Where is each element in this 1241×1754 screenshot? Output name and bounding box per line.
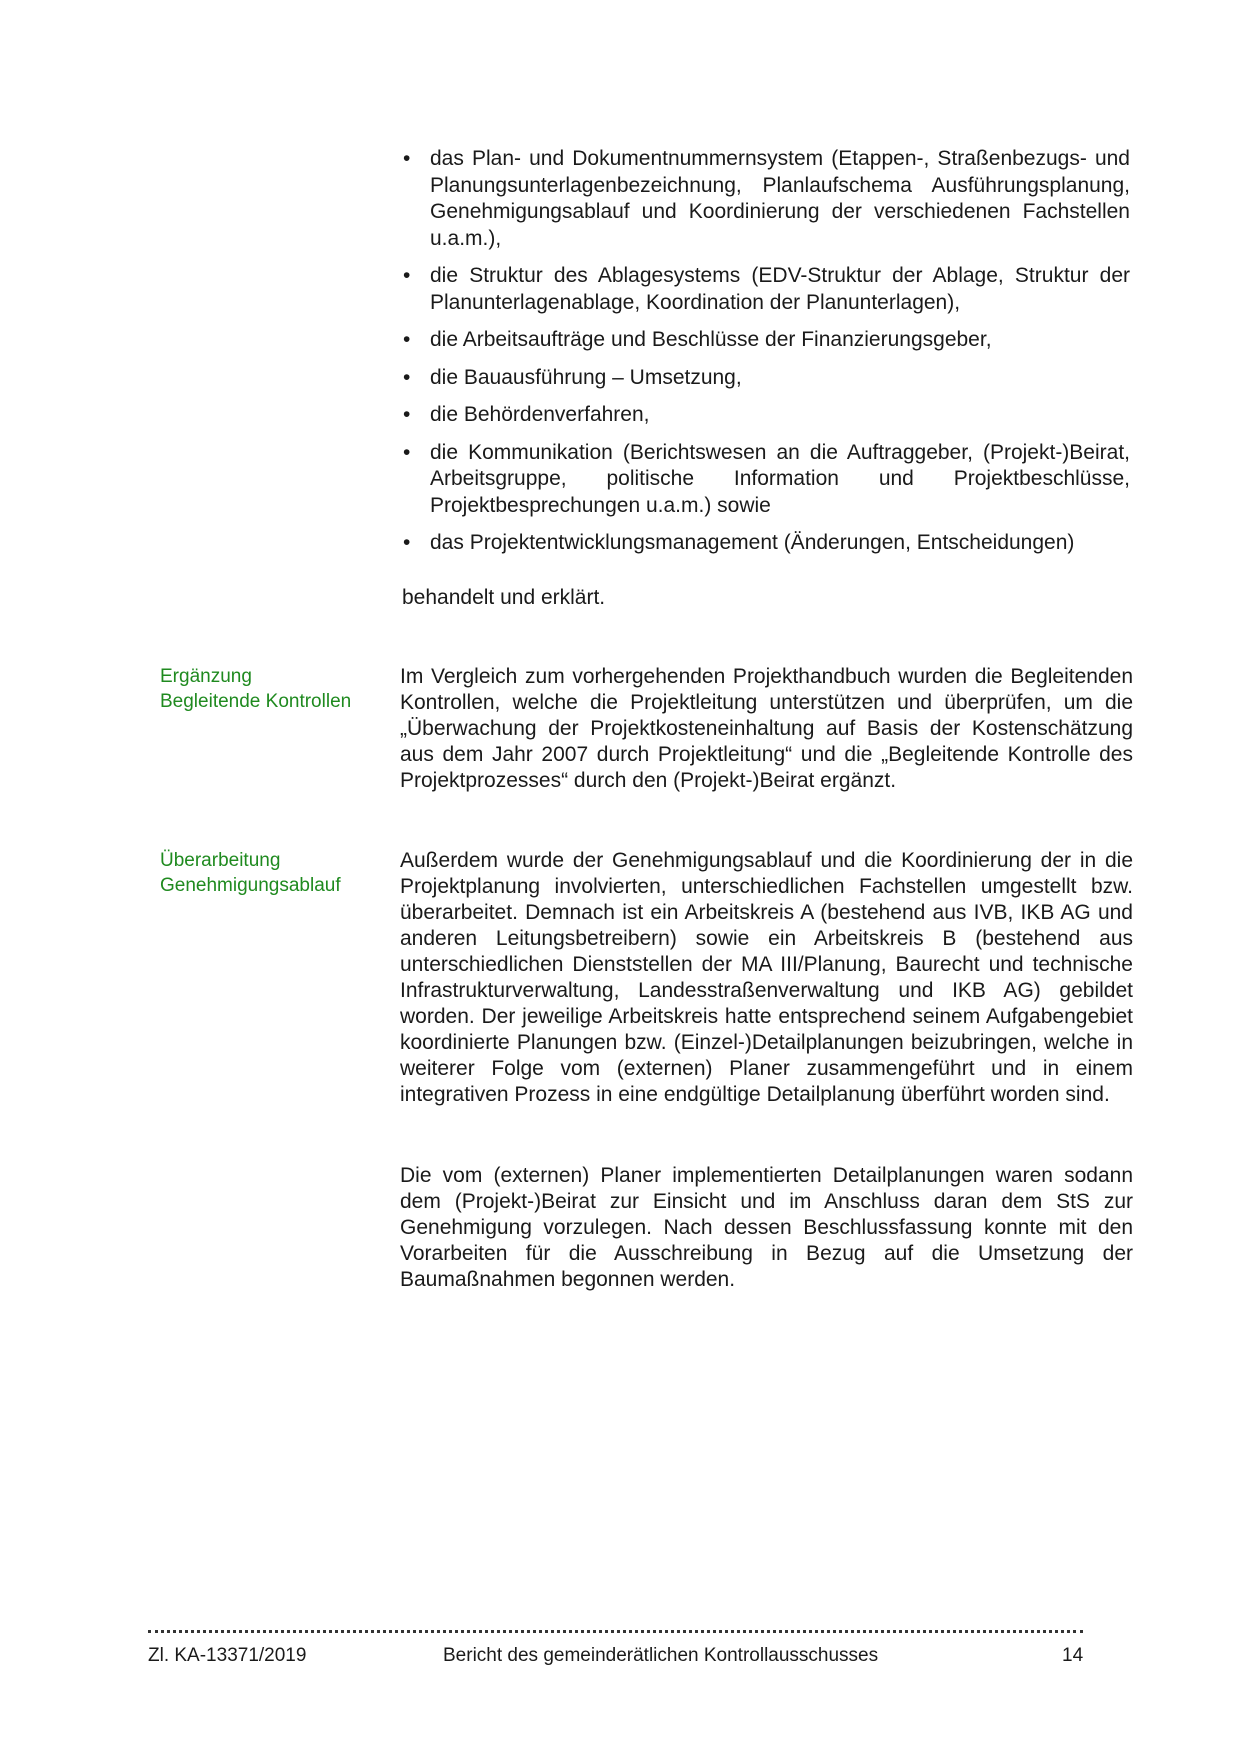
- bullet-icon: •: [403, 328, 411, 351]
- bullet-icon: •: [403, 147, 411, 170]
- side-note-line: Begleitende Kontrollen: [160, 691, 352, 712]
- side-note-ergaenzung: [160, 664, 380, 714]
- list-closing-text: behandelt und erklärt.: [402, 586, 606, 609]
- list-item: [400, 263, 1130, 316]
- list-item: [400, 365, 1130, 392]
- list-item: [400, 146, 1130, 252]
- list-item-text: die Behördenverfahren,: [430, 403, 650, 426]
- footer-title: Bericht des gemeinderätlichen Kontrollausschusses: [443, 1645, 879, 1666]
- bullet-icon: •: [403, 440, 411, 464]
- bullet-icon: •: [403, 531, 411, 554]
- bullet-icon: •: [403, 403, 411, 426]
- side-note-ueberarbeitung: [160, 848, 380, 898]
- bullet-icon: •: [403, 264, 411, 287]
- side-note-line: Überarbeitung: [160, 850, 281, 871]
- list-item: [400, 440, 1130, 520]
- footer-reference: Zl. KA-13371/2019: [148, 1645, 307, 1666]
- list-item: [400, 327, 1130, 354]
- bullet-icon: •: [403, 365, 411, 389]
- footer-divider: [148, 1620, 1083, 1633]
- list-item-text: das Projektentwicklungsmanagement (Änderungen, Entscheidungen): [430, 531, 1075, 554]
- list-item-text: die Kommunikation (Berichtswesen an die Auftraggeber, (Projekt-)Beirat, Arbeitsgruppe, politische Information und Projektbeschlüsse, Projektbesprechungen u.a.m.) sowie: [430, 440, 1130, 517]
- paragraph-detailplanungen: Die vom (externen) Planer implementierten Detailplanungen waren sodann dem (Projekt-)Beirat zur Einsicht und im Anschluss daran dem StS zur Genehmigung vorzulegen. Nach dessen Beschlussfassung konnte mit den Vorarbeiten für die Ausschreibung in Bezug auf die Umsetzung der Baumaßnahmen begonnen werden.: [400, 1164, 1133, 1291]
- paragraph-genehmigungsablauf: Außerdem wurde der Genehmigungsablauf und die Koordinierung der in die Projektplanung involvierten, unterschiedlichen Fachstellen umgestellt bzw. überarbeitet. Demnach ist ein Arbeitskreis A (bestehend aus IVB, IKB AG und anderen Leitungsbetreibern) sowie ein Arbeitskreis B (bestehend aus unterschiedlichen Dienststellen der MA III/Planung, Baurecht und technische Infrastrukturverwaltung, Landesstraßenverwaltung und IKB AG) gebildet worden. Der jeweilige Arbeitskreis hatte entsprechend seinem Aufgabengebiet koordinierte Planungen bzw. (Einzel-)Detailplanungen beizubringen, welche in weiterer Folge vom (externen) Planer zusammengeführt und in einem integrativen Prozess in eine endgültige Detailplanung überführt worden sind.: [400, 849, 1133, 1106]
- side-note-line: Genehmigungsablauf: [160, 875, 341, 896]
- side-note-line: Ergänzung: [160, 666, 252, 687]
- list-item-text: die Struktur des Ablagesystems (EDV-Struktur der Ablage, Struktur der Planunterlagenablage, Koordination der Planunterlagen),: [430, 264, 1130, 314]
- list-item-text: die Arbeitsaufträge und Beschlüsse der Finanzierungsgeber,: [430, 328, 992, 351]
- bullet-list: [400, 146, 1130, 568]
- list-item: [400, 402, 1130, 429]
- list-item-text: die Bauausführung – Umsetzung,: [430, 365, 742, 389]
- paragraph-begleitende-kontrollen: Im Vergleich zum vorhergehenden Projekthandbuch wurden die Begleitenden Kontrollen, welche die Projektleitung unterstützen und überprüfen, um die „Überwachung der Projektkosteneinhaltung auf Basis der Kostenschätzung aus dem Jahr 2007 durch Projektleitung“ und die „Begleitende Kontrolle des Projektprozesses“ durch den (Projekt-)Beirat ergänzt.: [400, 665, 1133, 792]
- list-item-text: das Plan- und Dokumentnummernsystem (Etappen-, Straßenbezugs- und Planungsunterlagenbezeichnung, Planlaufschema Ausführungsplanung, Genehmigungsablauf und Koordinierung der verschiedenen Fachstellen u.a.m.),: [430, 147, 1130, 250]
- list-item: [400, 530, 1130, 557]
- page-number: 14: [1062, 1645, 1084, 1666]
